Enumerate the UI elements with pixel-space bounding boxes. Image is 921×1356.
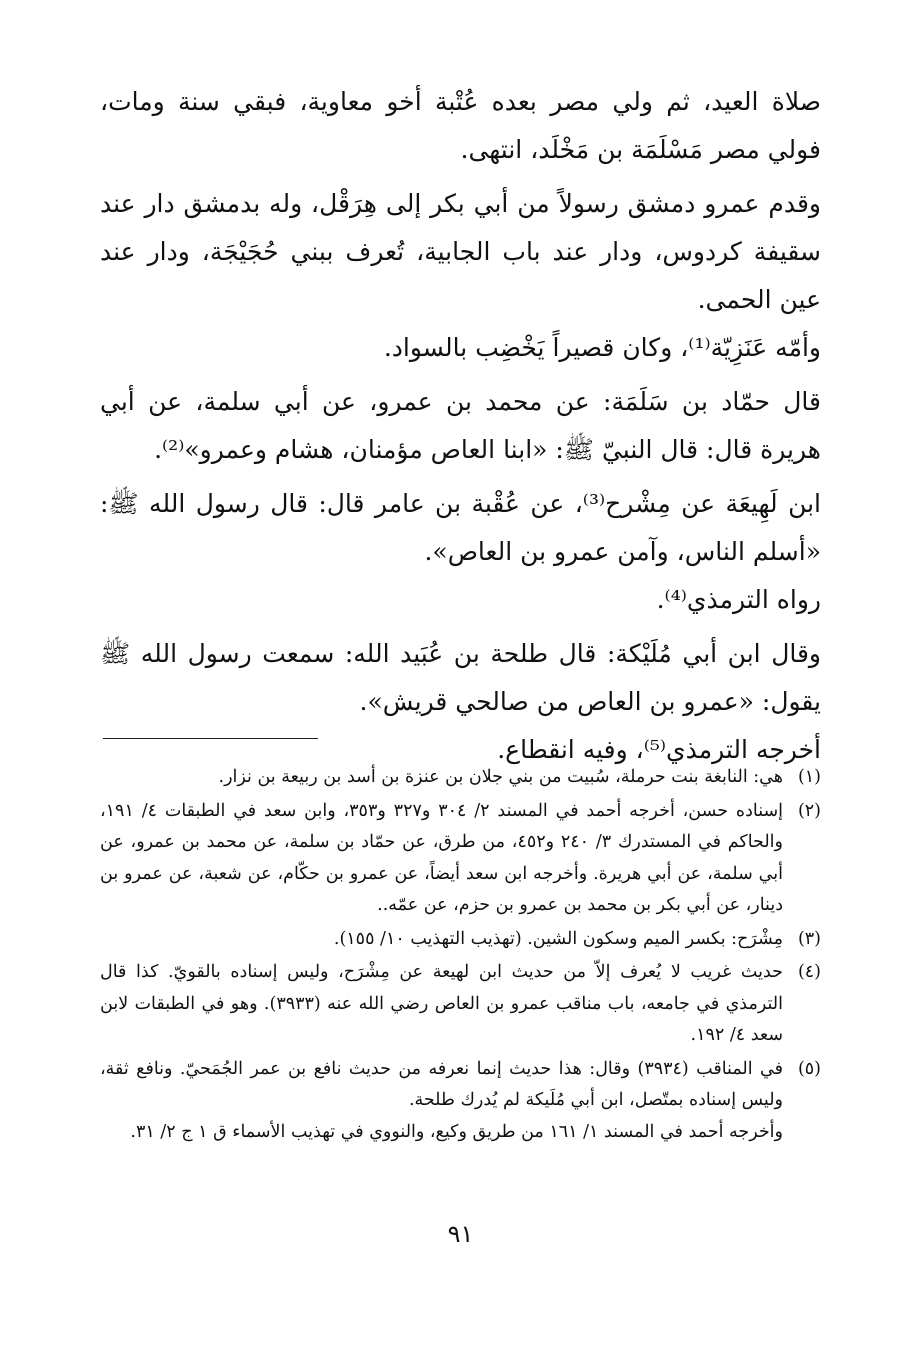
paragraph-6: رواه الترمذي⁽⁴⁾. — [656, 585, 821, 614]
footnote-text: هي: النابغة بنت حرملة، سُبيت من بني جلان بن عنزة بن أسد بن ربيعة بن نزار. — [218, 767, 783, 787]
paragraph-2: وقدم عمرو دمشق رسولاً من أبي بكر إلى هِرَقْل، وله بدمشق دار عند سقيفة كردوس، ودار عند باب الجابية، تُعرف ببني حُجَيْجَة، ودار عند عين الحمى. — [100, 189, 821, 314]
paragraph-5: ابن لَهِيعَة عن مِشْرح⁽³⁾، عن عُقْبة بن عامر قال: قال رسول الله ﷺ: «أسلم الناس، وآمن عمرو بن العاص». — [100, 489, 821, 566]
footnote-text: حديث غريب لا يُعرف إلاّ من حديث ابن لهيعة عن مِشْرَح، وليس إسناده بالقويّ. كذا قال الترمذي في جامعه، باب مناقب عمرو بن العاص رضي الله عنه (٣٩٣٣). وهو في الطبقات لابن سعد ٤/ ١٩٢. — [100, 962, 783, 1045]
footnote-1 — [100, 762, 821, 794]
footnote-number: (١) — [797, 767, 821, 787]
footnote-3 — [100, 924, 821, 956]
footnote-separator — [103, 738, 318, 739]
page-number: ٩١ — [447, 1220, 474, 1248]
footnote-text: في المناقب (٣٩٣٤) وقال: هذا حديث إنما نعرفه من حديث نافع بن عمر الجُمَحيّ. ونافع ثقة، وليس إسناده بمتّصل، ابن أبي مُلَيكة لم يُدرك طلحة. — [100, 1058, 783, 1110]
paragraph-7: وقال ابن أبي مُلَيْكة: قال طلحة بن عُبَيد الله: سمعت رسول الله ﷺ يقول: «عمرو بن العاص من صالحي قريش». — [100, 639, 821, 716]
footnote-text-continued: وأخرجه أحمد في المسند ١/ ١٦١ من طريق وكيع، والنووي في تهذيب الأسماء ق ١ ج ٢/ ٣١. — [130, 1121, 783, 1142]
paragraph-3: وأمّه عَنَزِيّة⁽¹⁾، وكان قصيراً يَخْضِب بالسواد. — [383, 333, 821, 362]
footnote-number: (٥) — [797, 1058, 821, 1079]
footnote-5 — [100, 1054, 821, 1149]
paragraph-4: قال حمّاد بن سَلَمَة: عن محمد بن عمرو، عن أبي سلمة، عن أبي هريرة قال: قال النبيّ ﷺ: «ابنا العاص مؤمنان، هشام وعمرو»⁽²⁾. — [100, 387, 821, 464]
footnote-number: (٣) — [797, 928, 821, 949]
paragraph-8: أخرجه الترمذي⁽⁵⁾، وفيه انقطاع. — [497, 735, 821, 764]
footnotes — [100, 762, 821, 1150]
footnote-text: مِشْرَح: بكسر الميم وسكون الشين. (تهذيب التهذيب ١٠/ ١٥٥). — [333, 928, 783, 949]
footnote-number: (٤) — [797, 962, 821, 982]
paragraph-1: صلاة العيد، ثم ولي مصر بعده عُتْبة أخو معاوية، فبقي سنة ومات، فولي مصر مَسْلَمَة بن مَخْلَد، انتهى. — [100, 87, 821, 164]
footnote-2 — [100, 796, 821, 922]
footnote-4 — [100, 957, 821, 1052]
footnote-text: إسناده حسن، أخرجه أحمد في المسند ٢/ ٣٠٤ و٣٢٧ و٣٥٣، وابن سعد في الطبقات ٤/ ١٩١، والحاكم في المستدرك ٣/ ٢٤٠ و٤٥٢، من طرق، عن حمّاد بن سلمة، عن محمد بن عمرو، عن أبي سلمة، عن أبي هريرة. وأخرجه ابن سعد أيضاً، عن عمرو بن حكّام، عن شعبة، عن عمرو بن دينار، عن أبي بكر بن محمد بن عمرو بن حزم، عن عمّه.. — [100, 800, 784, 915]
main-text — [100, 78, 821, 774]
footnote-number: (٢) — [797, 800, 821, 821]
